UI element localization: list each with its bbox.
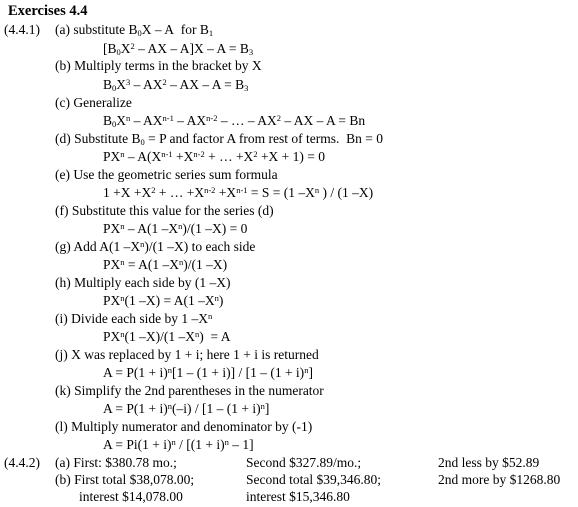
step-g-equation: $PX^n = A(1$ $-X^n)/(1$ –X) xyxy=(103,257,228,272)
step-l-label: (l) Multiply numerator and denominator by (-1) xyxy=(55,419,313,434)
step-l-equation: $A = Pi(1 + i)^n / [(1 + i)^n - 1]$ xyxy=(103,437,254,452)
step-g-label: (g) Add A(1 $-X^n)/(1$ –X) to each side xyxy=(55,239,256,254)
step-a-equation: [$B_0X^2$ – AX – $A]X - A = B_3$ xyxy=(103,41,254,57)
page-title: Exercises 4.4 xyxy=(8,3,88,19)
step-a-label: (a) substitute $B_0X$ – A for $B_1$ xyxy=(55,22,214,38)
step-j-label: (j) X was replaced by 1 + i; here 1 + i is returned xyxy=(55,347,319,362)
answer-c-first-interest: interest $14,078.00 xyxy=(79,489,183,504)
answer-b-first: (b) First total $38,078.00; xyxy=(55,472,195,487)
step-j-equation: $A = P(1 + i)^n[1 - (1 + i)] / [1 - (1 + i)^n]$ xyxy=(103,365,313,380)
step-c-label: (c) Generalize xyxy=(55,95,132,110)
step-k-label: (k) Simplify the 2nd parentheses in the numerator xyxy=(55,383,324,398)
exercise-number-442: (4.4.2) xyxy=(4,455,40,470)
answer-b-difference: 2nd more by $1268.80 xyxy=(438,472,561,487)
answer-a-difference: 2nd less by $52.89 xyxy=(438,455,540,470)
step-f-equation: $PX^n - A(1$ $-X^n)/(1$ –X) = 0 xyxy=(103,221,248,236)
exercise-number-441: (4.4.1) xyxy=(4,22,40,37)
step-c-equation: $B_0X^n - AX^{n-1} - AX^{n-2}$ – … – $AX^2$ – AX – A = Bn xyxy=(103,113,366,129)
answer-a-first: (a) First: $380.78 mo.; xyxy=(55,455,177,470)
step-h-label: (h) Multiply each side by (1 –X) xyxy=(55,275,231,290)
step-b-label: (b) Multiply terms in the bracket by X xyxy=(55,58,262,73)
step-h-equation: $PX^n(1$ –X) = A(1 $-X^n$) xyxy=(103,293,224,308)
step-d-equation: $PX^n - A(X^{n-1} +X^{n-2}$ + … $+X^2 +X + 1) = 0$ xyxy=(103,149,326,164)
step-i-equation: $PX^n(1$ –X)/(1 $-X^n) = A$ xyxy=(103,329,231,344)
step-d-label: (d) Substitute $B_0 = P$ and factor A from rest of terms. Bn = 0 xyxy=(55,131,383,147)
answer-c-second-interest: interest $15,346.80 xyxy=(246,489,350,504)
step-f-label: (f) Substitute this value for the series (d) xyxy=(55,203,274,218)
step-b-equation: $B_0X^3 - AX^2$ – AX – $A = B_3$ xyxy=(103,77,249,93)
step-i-label: (i) Divide each side by 1 $-X^n$ xyxy=(55,311,213,326)
answer-b-second: Second total $39,346.80; xyxy=(246,472,381,487)
step-k-equation: $A = P(1 + i)^n(-i) / [1 - (1 + i)^n]$ xyxy=(103,401,270,416)
answer-a-second: Second $327.89/mo.; xyxy=(246,455,362,470)
step-e-equation: $1 +X +X^2$ + … $+X^{n-2} +X^{n-1} = S = (1$ $-X^n$ ) / (1 –X) xyxy=(103,185,374,200)
step-e-label: (e) Use the geometric series sum formula xyxy=(55,167,278,182)
